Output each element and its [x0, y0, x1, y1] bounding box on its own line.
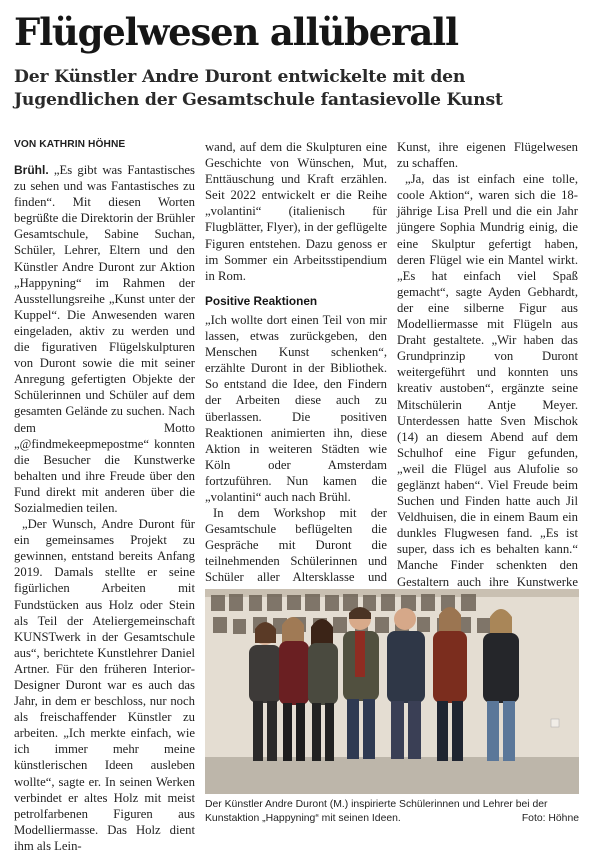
paragraph: [14, 162, 195, 516]
paragraph: „Ja, das ist einfach eine tolle, coole Aktion“, waren sich die 18-jährige Lisa Prell und die ein Jahr jüngere Sophia Mundrig einig, die eine Skulptur gefertigt haben, deren Flügel wie ein Mantel wirkt. „Es hat einfach viel Spaß gemacht“, sagte Ayden Gebhardt, der eine silberne Figur aus Modelliermasse mit Flügeln aus Draht gestaltete. „Wir haben das Grundprinzip von Duront weitergeführt und konnten uns kreativ austoben“, ergänzte seine Mitschülerin Antje Meyer. Unterdessen hatte Sven Mischok (14) an diesem Abend auf dem Schulhof eine Figur gefunden, „weil die Flügel aus Alufolie so geglänzt haben“. Viel Freude beim Suchen und Finden hatte auch Jil Veldhuisen, die in einem Baum ein dunkles Flugwesen fand. „Es ist super, dass ich es behalten kann.“ Manche Finder schenkten den Gestaltern auch ihre Kunstwerke: [397, 172, 578, 589]
section-heading: Positive Reaktionen: [205, 293, 318, 308]
byline: VON KATHRIN HÖHNE: [14, 139, 126, 150]
paragraph: wand, auf dem die Skulpturen eine Geschichte von Wünschen, Mut, Enttäuschung und Kraft erzählen. Seit 2022 entwickelt er die Reihe „volantini“ (italienisch für Flugblätter, Flyer), in der geflügelte Figuren entstehen. Dazu genoss er im Sommer ein Arbeitsstipendium in Rom.: [205, 140, 387, 283]
group-photo-illustration: [205, 589, 579, 794]
paragraph: „Ich wollte dort einen Teil von mir lassen, etwas zurückgeben, den Menschen Kunst schenken“, erzählte Duront in der Bibliothek. So entstand die Idee, den Findern der Arbeiten diese auch zu überlassen. Die positiven Reaktionen animierten ihn, diese Aktion in weiteren Städten wie Köln oder Amsterdam fortzuführen. Nun kamen die „volantini“ auch nach Brühl.: [205, 312, 387, 504]
paragraph: Kunst, ihre eigenen Flügelwesen zu schaffen.: [397, 140, 578, 171]
article-column-3: [397, 139, 578, 589]
group-photo: [205, 589, 579, 794]
dateline: Brühl.: [14, 163, 49, 177]
caption-text: Der Künstler Andre Duront (M.) inspirierte Schülerinnen und Lehrer bei der Kunstaktion „Happyning“ mit seinen Ideen.: [205, 799, 548, 824]
paragraph-text: „Es gibt was Fantastisches zu sehen und was Fantastisches zu finden“. Mit diesen Worten begrüßte die Direktorin der Brühler Gesamtschule, Sabine Suchan, Schüler, Lehrer, Eltern und den Künstler Andre Duront zur Aktion „Happyning“ im Rahmen der Ausstellungsreihe „Kunst unter der Kuppel“. Die Anwesenden waren eingeladen, aktiv zu werden und die figurativen Flügelskulpturen von Duront sowie die mit seiner Anregung gefertigten Objekte der Schülerinnen und Schüler auf dem gesamten Gelände zu suchen. Nach dem Motto „@findmekeepmepostme“ konnten die Besucher die Kunstwerke behalten und ihre Freude über den Fund direkt mit anderen über die Sozialmedien teilen.: [14, 163, 195, 515]
photo-caption: [205, 798, 579, 825]
article-column-2: [205, 139, 387, 585]
subheadline: Der Künstler Andre Duront entwickelte mit den Jugendlichen der Gesamtschule fantasievolle Kunst: [14, 67, 503, 110]
article-column-1: [14, 139, 195, 853]
photo-credit: Foto: Höhne: [521, 812, 579, 824]
headline: Flügelwesen allüberall: [14, 10, 458, 54]
paragraph: „Der Wunsch, Andre Duront für ein gemeinsames Projekt zu gewinnen, entstand bereits Anfang 2019. Damals stellte er seine figürlichen Arbeiten mit Fundstücken aus Holz oder Stein als Teil der Ateliergemeinschaft KUNSTwerk in der Gesamtschule aus“, berichtete Kunstlehrer Daniel Artner. Für den früheren Interior-Designer Duront war es auch das Jahr, in dem er beschloss, nur noch als freischaffender Künstler zu arbeiten. „Ich merkte einfach, wie ich immer mehr meine künstlerischen Ideen ausleben wollte“, sagte er. In seinen Werken verbindet er altes Holz mit meist petrolfarbenen Figuren aus Modelliermasse. Das Holz dient ihm als Lein-: [14, 517, 195, 853]
paragraph: In dem Workshop mit der Gesamtschule beflügelten die Gespräche mit Duront die teilnehmenden Schülerinnen und Schüler aller Altersklasse und: [205, 506, 387, 585]
